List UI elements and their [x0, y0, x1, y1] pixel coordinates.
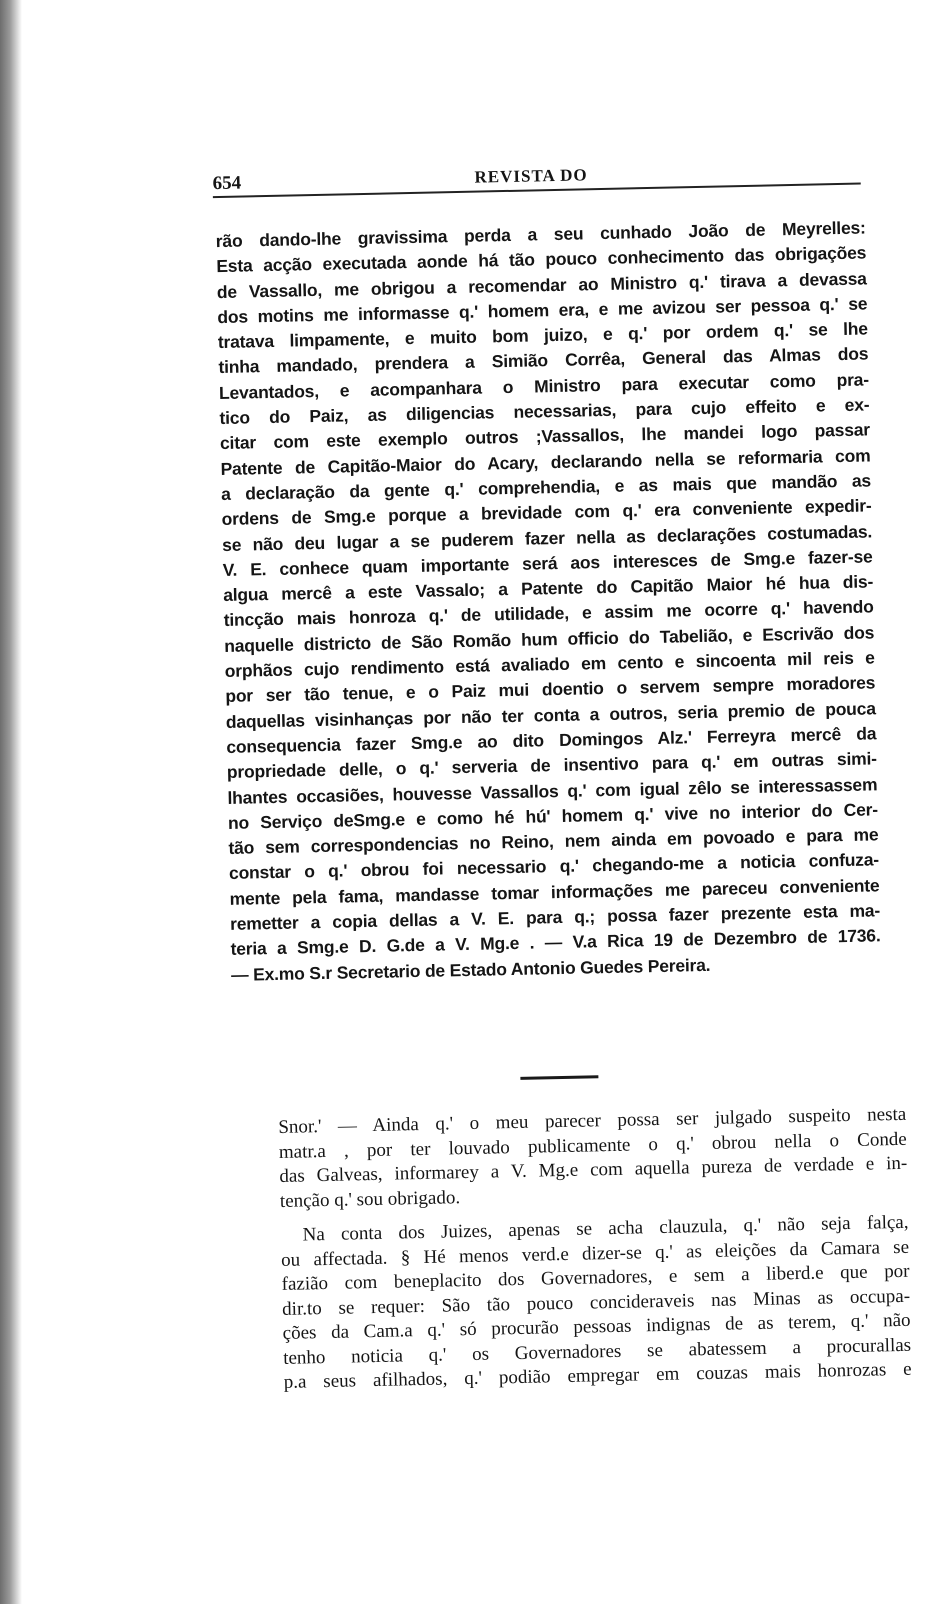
text-line: constar o q.' obrou foi necessario q.' chegando-me a noticia confuza- [228, 849, 880, 884]
text-line: tenho noticia q.' os Governadores se abatessem a procurallas [282, 1334, 912, 1369]
text-line: dir.to se requer: São tão pouco concideraveis nas Minas as occupa- [281, 1285, 911, 1320]
page-number: 654 [212, 172, 242, 195]
text-line: propriedade delle, o q.' serveria de insentivo para q.' em outras simi- [226, 748, 877, 783]
text-line: tão sem correspondencias no Reino, nem ainda em povoado e para me [228, 824, 879, 859]
text-line: ordens de Smg.e porque a brevidade com q.' era conveniente expedir- [221, 495, 872, 530]
page-header [212, 159, 866, 195]
text-line: ou affectada. § Hé menos verd.e dizer-se q.' as eleições da Camara se [280, 1236, 910, 1271]
text-line: rão dando-lhe gravissima perda a seu cunhado João de Meyrelles: [215, 217, 866, 252]
running-head: REVISTA DO [474, 165, 588, 187]
text-line: algua mercê a este Vassalo; a Patente do Capitão Maior hé hua dis- [223, 571, 874, 606]
text-line: Snor.' — Ainda q.' o meu parecer possa ser julgado suspeito nesta [278, 1103, 907, 1138]
text-line: Levantados, e acompanhara o Ministro para executar como pra- [218, 369, 870, 403]
text-line: teria a Smg.e D. G.de a V. Mg.e . — V.a Rica 19 de Dezembro de 1736. [230, 925, 881, 960]
text-line: por ser tão tenue, e o Paiz mui doentio o servem sempre moradores [225, 672, 876, 707]
letter-2 [278, 1103, 912, 1396]
text-line: V. E. conhece quam importante será aos interesces de Smg.e fazer-se [222, 546, 873, 580]
text-line: fazião com beneplacito dos Governadores, e sem a liberd.e que por [281, 1260, 910, 1295]
text-line: se não deu lugar a se puderem fazer nella as declarações costumadas. [221, 520, 873, 555]
text-line: matr.a , por ter louvado publicamente o q.' obrou nella o Conde [278, 1128, 907, 1163]
text-line: naquelle districto de São Romão hum officio do Tabelião, e Escrivão dos [224, 622, 875, 656]
text-line: daquellas visinhanças por não ter conta a outros, seria premio de pouca [225, 698, 876, 732]
text-line: Patente de Capitão-Maior do Acary, declarando nella se reformaria com [220, 445, 871, 479]
text-line: no Serviço deSmg.e e como hé hú' homem q.' vive no interior do Cer- [227, 799, 879, 833]
text-line: — Ex.mo S.r Secretario de Estado Antonio Guedes Pereira. [230, 954, 711, 985]
text-line: citar com este exemplo outros ;Vassallos, lhe mandei logo passar [219, 419, 871, 454]
text-line: mente pela fama, mandasse tomar informações me pareceu conveniente [229, 875, 880, 909]
text-line: das Galveas, informarey a V. Mg.e com aquella pureza de verdade e in- [279, 1152, 908, 1187]
text-line: lhantes occasiões, houvesse Vassallos q.' com igual zêlo se interessassem [227, 773, 878, 808]
text-line: tratava limpamente, e muito bom juizo, e q.' por ordem q.' se lhe [217, 318, 868, 353]
section-separator [520, 1075, 598, 1080]
text-line: tincção mais honroza q.' de utilidade, e assim me ocorre q.' havendo [223, 596, 874, 631]
letter-2-paragraph-1 [278, 1103, 908, 1214]
text-line: tico do Paiz, as diligencias necessarias, para cujo effeito e ex- [219, 394, 870, 429]
text-line: dos motins me informasse q.' homem era, e me avizou ser pessoa q.' se [217, 293, 868, 327]
text-line: Esta acção executada aonde há tão pouco conhecimento das obrigações [216, 242, 867, 277]
text-line: consequencia fazer Smg.e ao dito Domingos Alz.' Ferreyra mercê da [226, 723, 877, 757]
letter-2-paragraph-2 [280, 1211, 911, 1396]
text-line: Na conta dos Juizes, apenas se acha clauzula, q.' não seja falça, [302, 1211, 909, 1246]
text-line: p.a seus afilhados, q.' podião empregar em couzas mais honrozas e [283, 1358, 912, 1393]
text-line: tinha mandado, prendera a Simião Corrêa, General das Almas dos [218, 343, 869, 378]
text-line: tenção q.' sou obrigado. [279, 1186, 461, 1212]
text-line: ções da Cam.a q.' só procurão pessoas indignas de as terem, q.' não [282, 1309, 911, 1344]
text-line: de Vassallo, me obrigou a recomendar ao Ministro q.' tirava a devassa [216, 268, 867, 302]
text-line: remetter a copia dellas a V. E. para q.; possa fazer prezente esta ma- [229, 900, 881, 934]
text-line: orphãos cujo rendimento está avaliado em cento e sincoenta mil reis e [224, 647, 875, 682]
text-line: a declaração da gente q.' comprehendia, e as mais que mandão as [220, 470, 872, 504]
letter-1-paragraph [216, 215, 882, 987]
